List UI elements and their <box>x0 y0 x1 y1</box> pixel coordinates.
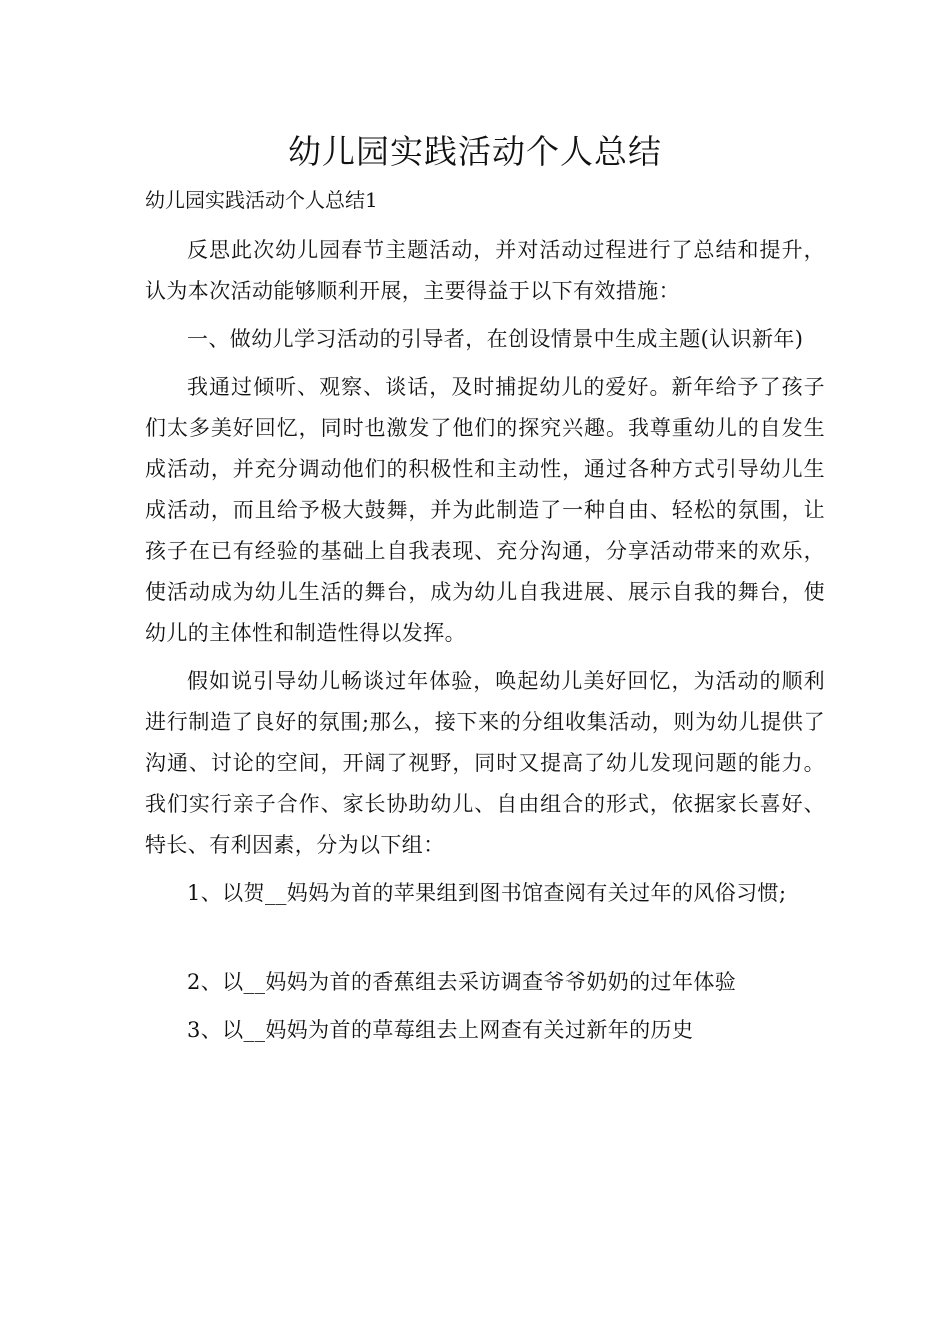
paragraph-heading-1: 一、做幼儿学习活动的引导者，在创设情景中生成主题(认识新年) <box>187 327 804 351</box>
list-item-strawberry-group: 3、以__妈妈为首的草莓组去上网查有关过新年的历史 <box>187 1018 694 1042</box>
document-subtitle: 幼儿园实践活动个人总结1 <box>145 188 378 212</box>
list-item-banana-group: 2、以__妈妈为首的香蕉组去采访调查爷爷奶奶的过年体验 <box>187 970 737 994</box>
paragraph-grouping: 假如说引导幼儿畅谈过年体验，唤起幼儿美好回忆，为活动的顺利进行制造了良好的氛围;那么，接下来的分组收集活动，则为幼儿提供了沟通、讨论的空间，开阔了视野，同时又提高了幼儿发现问题的能力。我们实行亲子合作、家长协助幼儿、自由组合的形式，依据家长喜好、特长、有利因素，分为以下组： <box>145 669 825 857</box>
list-item-apple-group: 1、以贺__妈妈为首的苹果组到图书馆查阅有关过年的风俗习惯; <box>187 881 787 905</box>
paragraph-intro: 反思此次幼儿园春节主题活动，并对活动过程进行了总结和提升，认为本次活动能够顺利开展，主要得益于以下有效措施： <box>145 238 825 303</box>
paragraph-observation: 我通过倾听、观察、谈话，及时捕捉幼儿的爱好。新年给予了孩子们太多美好回忆，同时也激发了他们的探究兴趣。我尊重幼儿的自发生成活动，并充分调动他们的积极性和主动性，通过各种方式引导幼儿生成活动，而且给予极大鼓舞，并为此制造了一种自由、轻松的氛围，让孩子在已有经验的基础上自我表现、充分沟通，分享活动带来的欢乐，使活动成为幼儿生活的舞台，成为幼儿自我进展、展示自我的舞台，使幼儿的主体性和制造性得以发挥。 <box>145 375 825 645</box>
document-title: 幼儿园实践活动个人总结 <box>288 132 662 171</box>
document-body <box>145 230 825 1058</box>
